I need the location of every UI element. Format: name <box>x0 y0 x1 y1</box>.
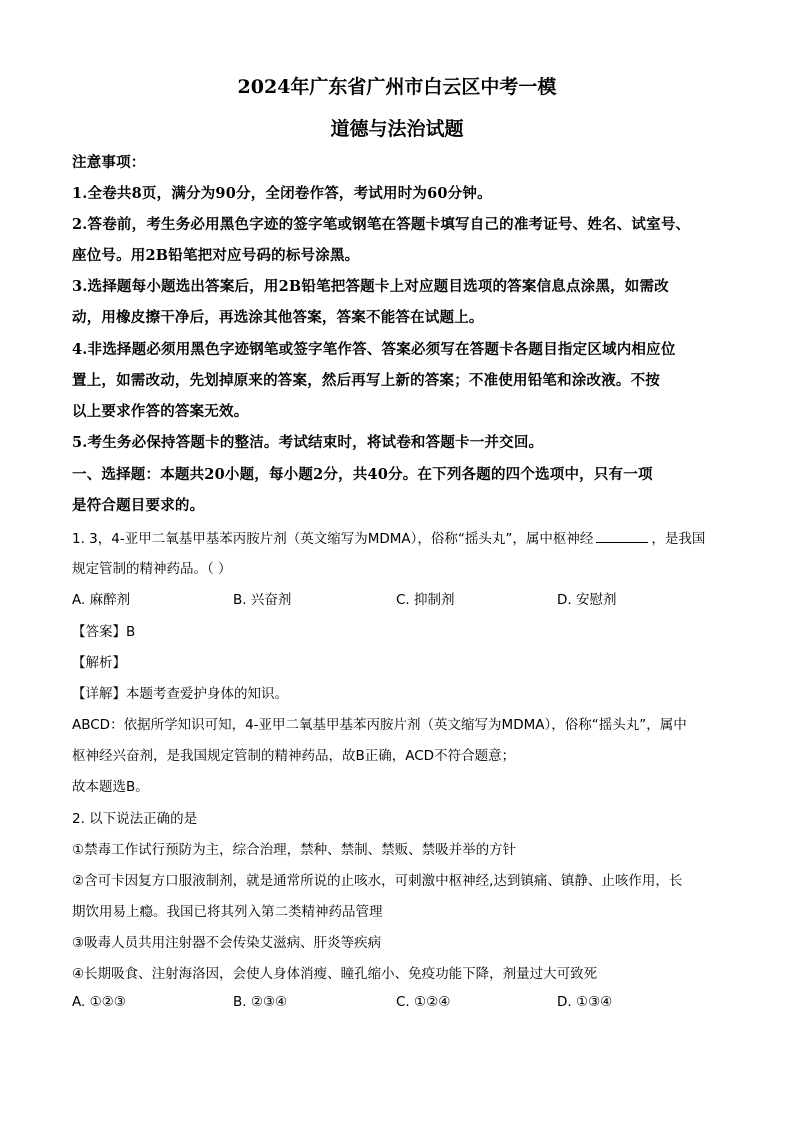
question-1-explanation-line-2: 枢神经兴奋剂，是我国规定管制的精神药品，故B正确，ACD不符合题意； <box>72 748 516 764</box>
question-1-option-a: A. 麻醉剂 <box>72 592 131 608</box>
note-5: 5.考生务必保持答题卡的整洁。考试结束时，将试卷和答题卡一并交回。 <box>72 434 544 451</box>
note-2-line-2: 座位号。用2B铅笔把对应号码的标号涂黑。 <box>72 247 360 264</box>
note-1: 1.全卷共8页，满分为90分，全闭卷作答，考试用时为60分钟。 <box>72 185 492 202</box>
note-4-line-1: 4.非选择题必须用黑色字迹钢笔或签字笔作答、答案必须写在答题卡各题目指定区域内相应位 <box>72 341 676 358</box>
question-2-statement-1: ①禁毒工作试行预防为主，综合治理，禁种、禁制、禁贩、禁吸并举的方针 <box>72 842 517 858</box>
question-1-stem-tail: ，是我国 <box>651 531 706 547</box>
note-4-line-3: 以上要求作答的答案无效。 <box>72 403 249 420</box>
question-2-statement-3: ③吸毒人员共用注射器不会传染艾滋病、肝炎等疾病 <box>72 935 382 951</box>
question-2-option-a: A. ①②③ <box>72 994 126 1010</box>
question-1-answer: 【答案】B <box>72 624 136 640</box>
section-1-heading-line-1: 一、选择题：本题共20小题，每小题2分，共40分。在下列各题的四个选项中，只有一项 <box>72 466 653 483</box>
note-4-line-2: 置上，如需改动，先划掉原来的答案，然后再写上新的答案；不准使用铅笔和涂改液。不按 <box>72 372 660 389</box>
question-1-analysis-label: 【解析】 <box>72 655 126 671</box>
question-1-detail: 【详解】本题考查爱护身体的知识。 <box>72 686 288 702</box>
question-1-option-d: D. 安慰剂 <box>557 592 617 608</box>
notes-heading: 注意事项： <box>72 154 146 171</box>
section-1-heading-line-2: 是符合题目要求的。 <box>72 497 205 514</box>
question-1-explanation-line-1: ABCD：依据所学知识可知，4-亚甲二氧基甲基苯丙胺片剂（英文缩写为MDMA），俗称“摇头丸”，属中 <box>72 717 687 733</box>
question-2-stem: 2. 以下说法正确的是 <box>72 811 198 827</box>
answer-blank <box>596 530 648 543</box>
question-1-stem-line-2: 规定管制的精神药品。（ ） <box>72 561 232 577</box>
note-3-line-2: 动，用橡皮擦干净后，再选涂其他答案，答案不能答在试题上。 <box>72 309 484 326</box>
question-2-statement-4: ④长期吸食、注射海洛因，会使人身体消瘦、瞳孔缩小、免疫功能下降，剂量过大可致死 <box>72 966 598 982</box>
question-2-option-d: D. ①③④ <box>557 994 613 1010</box>
note-2-line-1: 2.答卷前，考生务必用黑色字迹的签字笔或钢笔在答题卡填写自己的准考证号、姓名、试室号、 <box>72 216 691 233</box>
question-1-option-c: C. 抑制剂 <box>396 592 455 608</box>
doc-title: 2024年广东省广州市白云区中考一模 <box>237 76 557 98</box>
question-1-conclusion: 故本题选B。 <box>72 779 149 795</box>
question-2-option-b: B. ②③④ <box>233 994 288 1010</box>
question-2-statement-2-line-1: ②含可卡因复方口服液制剂，就是通常所说的止咳水，可刺激中枢神经,达到镇痛、镇静、止咳作用，长 <box>72 873 683 889</box>
question-2-option-c: C. ①②④ <box>396 994 451 1010</box>
note-3-line-1: 3.选择题每小题选出答案后，用2B铅笔把答题卡上对应题目选项的答案信息点涂黑，如需改 <box>72 278 669 295</box>
doc-subtitle: 道德与法治试题 <box>330 118 464 140</box>
question-1-option-b: B. 兴奋剂 <box>233 592 292 608</box>
question-1-stem-text: 1. 3，4-亚甲二氧基甲基苯丙胺片剂（英文缩写为MDMA），俗称“摇头丸”，属中枢神经 <box>72 531 594 547</box>
question-2-statement-2-line-2: 期饮用易上瘾。我国已将其列入第二类精神药品管理 <box>72 904 383 920</box>
question-1-stem-line-1 <box>72 527 705 547</box>
